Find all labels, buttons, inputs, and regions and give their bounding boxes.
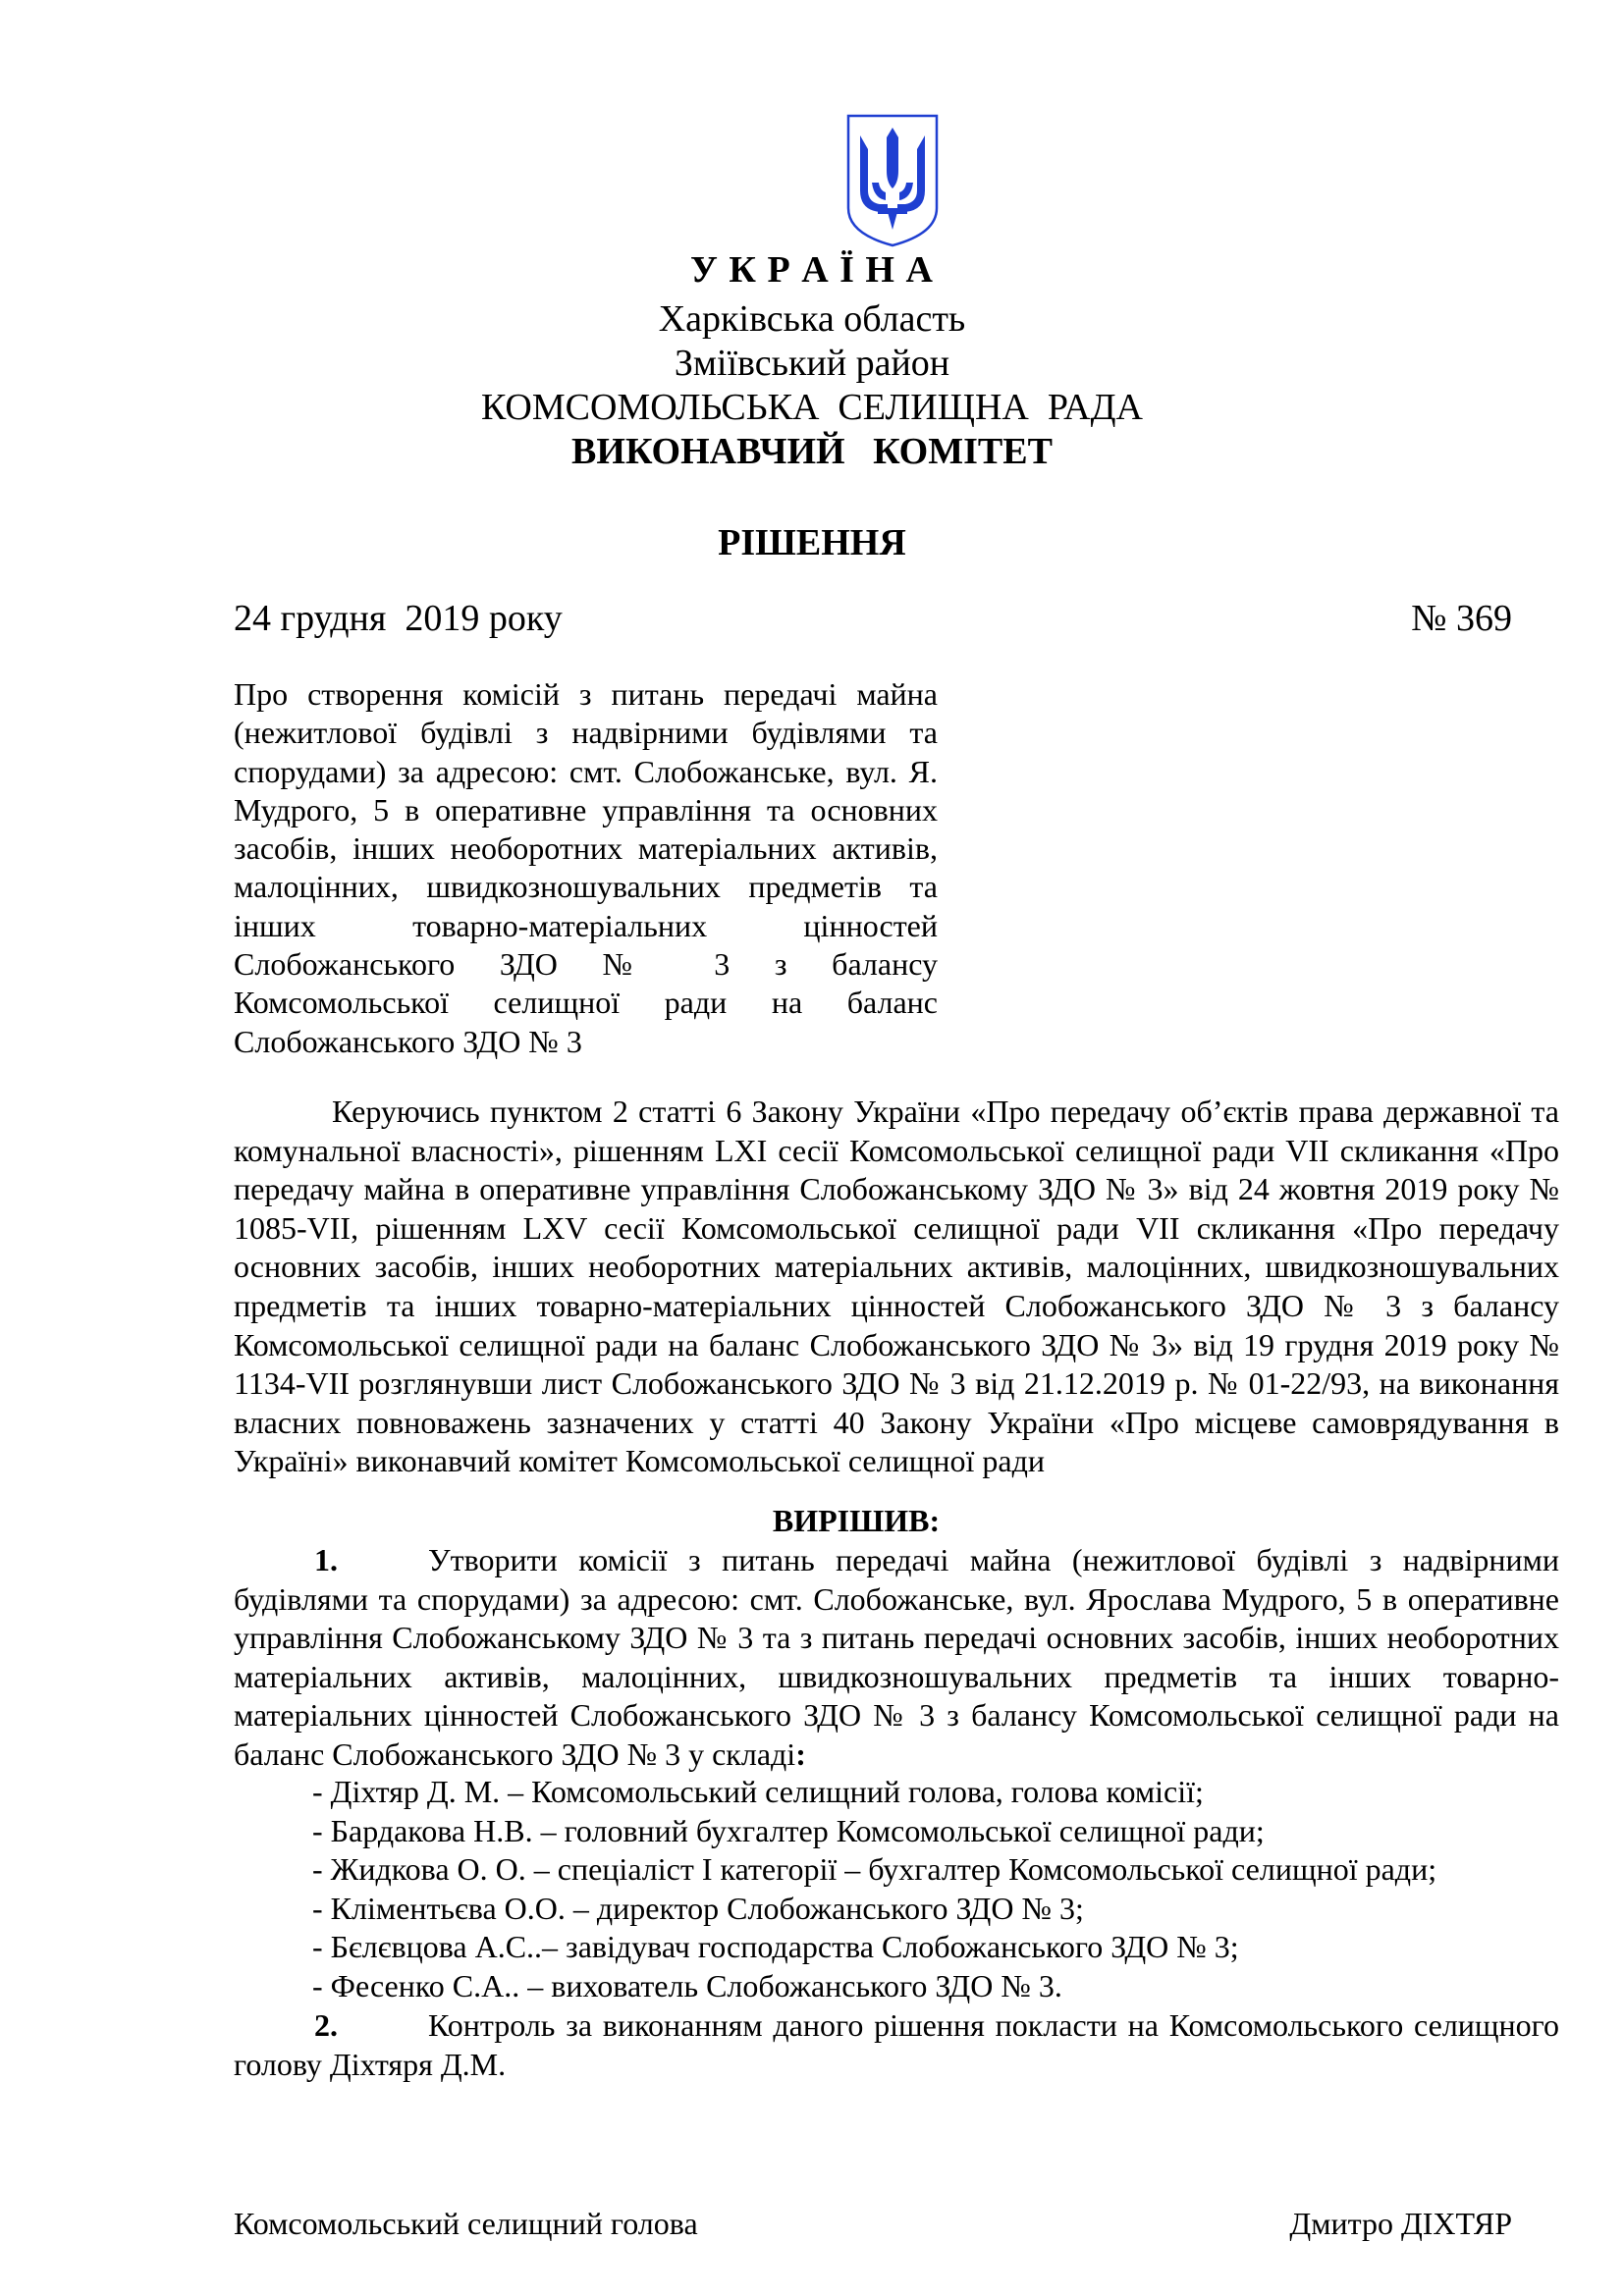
signature-name: Дмитро ДІХТЯР	[1289, 2206, 1512, 2241]
item-2-number: 2.	[314, 2007, 338, 2043]
committee-name: ВИКОНАВЧИЙ КОМІТЕТ	[571, 431, 1053, 472]
decision-subject: Про створення комісій з питань передачі майна (нежитлової будівлі з надвірними будівлями та спорудами) за адресою: смт. Слобожанське, вул. Я. Мудрого, 5 в оперативне управління та основних засобів, інших необоротних матеріальних активів, малоцінних, швидкозношувальних предметів та інших товарно-матеріальних цінностей Слобожанського ЗДО № 3 з балансу Комсомольської селищної ради на баланс Слобожанського ЗДО № 3	[234, 676, 938, 1059]
decision-date: 24 грудня 2019 року	[234, 598, 563, 639]
list-item: - Бєлєвцова А.С..– завідувач господарства Слобожанського ЗДО № 3;	[312, 1929, 1239, 1964]
country-title: У К Р А Ї Н А	[690, 249, 934, 291]
list-item: - Жидкова О. О. – спеціаліст І категорії – бухгалтер Комсомольської селищної ради;	[312, 1851, 1437, 1887]
item-1-number: 1.	[314, 1542, 338, 1577]
resolution-item-1	[234, 1541, 1559, 1775]
list-item: - Кліментьєва О.О. – директор Слобожанського ЗДО № 3;	[312, 1890, 1084, 1926]
item-1-text: Утворити комісії з питань передачі майна (нежитлової будівлі з надвірними будівлями та спорудами) за адресою: смт. Слобожанське, вул. Ярослава Мудрого, 5 в оперативне управління Слобожанському ЗДО № 3 та з питань передачі основних засобів, інших необоротних матеріальних активів, малоцінних, швидкозношувальних предметів та інших товарно-матеріальних цінностей Слобожанського ЗДО № 3 з балансу Комсомольської селищної ради на баланс Слобожанського ЗДО № 3 у складі	[234, 1542, 1559, 1772]
commission-members-list	[312, 1773, 1589, 2005]
trident-emblem-icon	[844, 114, 941, 247]
decided-heading: ВИРІШИВ:	[772, 1503, 941, 1538]
signature-position: Комсомольський селищний голова	[234, 2206, 698, 2241]
region-line: Харківська область	[658, 298, 966, 340]
preamble-paragraph: Керуючись пунктом 2 статті 6 Закону України «Про передачу об’єктів права державної та комунальної власності», рішенням LXI сесії Комсомольської селищної ради VII скликання «Про передачу майна в оперативне управління Слобожанському ЗДО № 3» від 24 жовтня 2019 року № 1085-VII, рішенням LXV сесії Комсомольської селищної ради VII скликання «Про передачу основних засобів, інших необоротних матеріальних активів, малоцінних, швидкозношувальних предметів та інших товарно-матеріальних цінностей Слобожанського ЗДО № 3 з балансу Комсомольської селищної ради на баланс Слобожанського ЗДО № 3» від 19 грудня 2019 року № 1134-VII розглянувши лист Слобожанського ЗДО № 3 від 21.12.2019 р. № 01-22/93, на виконання власних повноважень зазначених у статті 40 Закону України «Про місцеве самоврядування в Україні» виконавчий комітет Комсомольської селищної ради	[234, 1094, 1559, 1479]
decision-number: № 369	[1411, 598, 1512, 639]
document-type-title: РІШЕННЯ	[718, 522, 906, 563]
council-name: КОМСОМОЛЬСЬКА СЕЛИЩНА РАДА	[481, 387, 1143, 428]
resolution-item-2	[234, 2006, 1559, 2084]
list-item: - Бардакова Н.В. – головний бухгалтер Комсомольської селищної ради;	[312, 1812, 1265, 1848]
item-2-text: Контроль за виконанням даного рішення покласти на Комсомольського селищного голову Діхтяря Д.М.	[234, 2007, 1559, 2082]
district-line: Зміївський район	[674, 343, 950, 384]
list-item: - Фесенко С.А.. – вихователь Слобожанського ЗДО № 3.	[312, 1967, 1062, 2003]
item-1-colon: :	[795, 1735, 806, 1772]
list-item: - Діхтяр Д. М. – Комсомольський селищний голова, голова комісії;	[312, 1774, 1204, 1809]
